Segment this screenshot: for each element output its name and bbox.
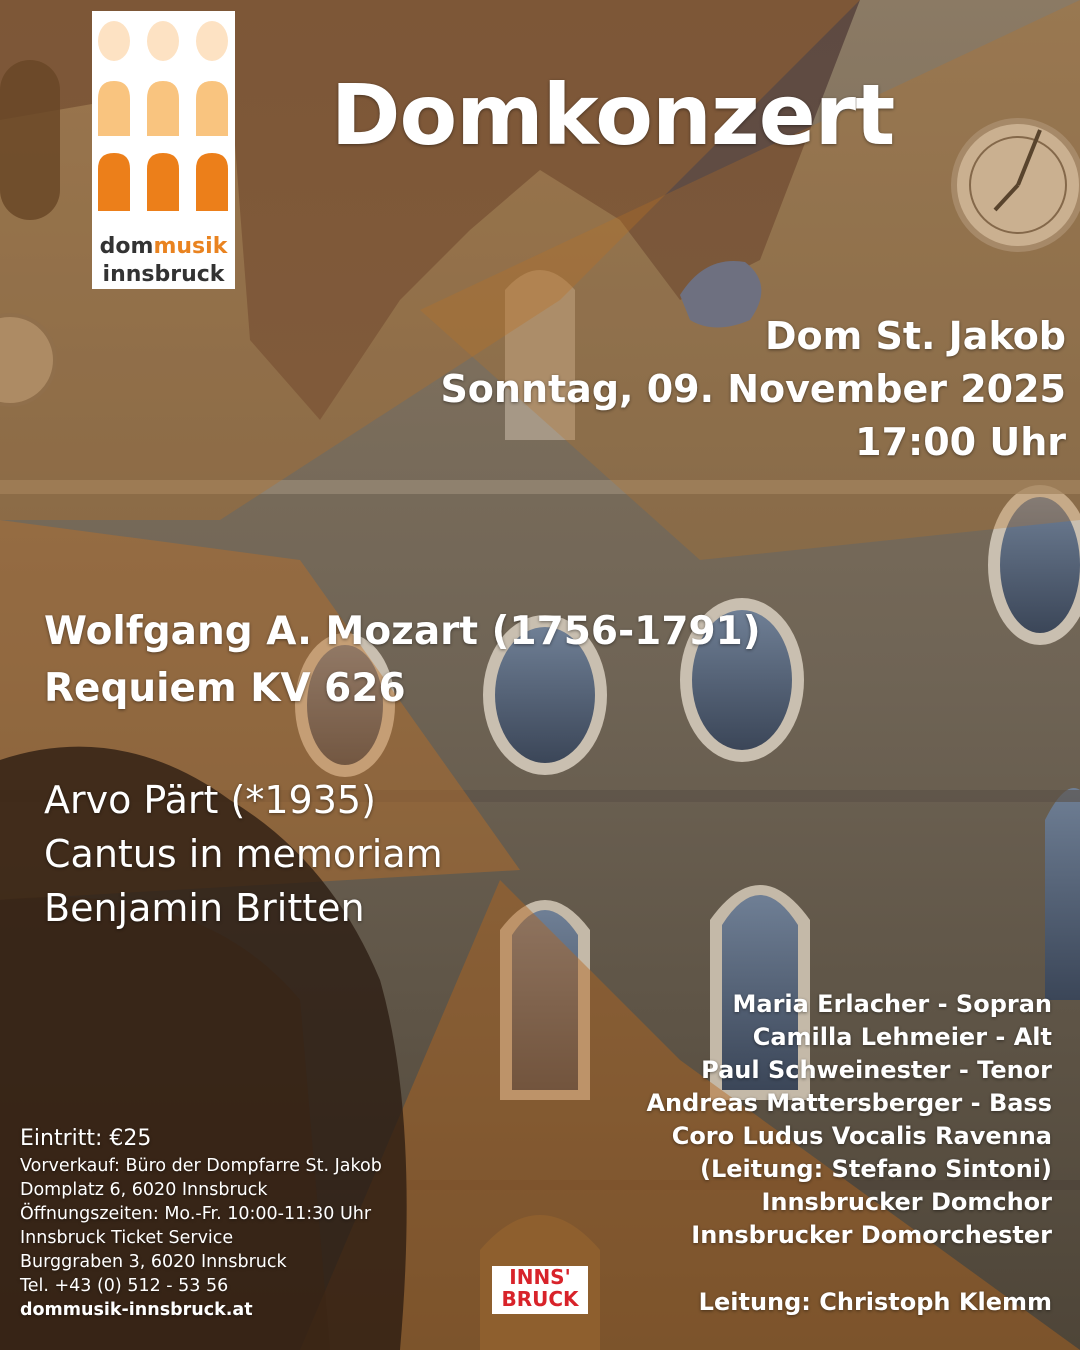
event-details: [440, 310, 1066, 469]
phone-number: Tel. +43 (0) 512 - 53 56: [20, 1276, 229, 1296]
composer-paert: Arvo Pärt (*1935): [44, 778, 376, 822]
ticket-info: [20, 1124, 382, 1322]
innsbruck-city-logo: [492, 1266, 588, 1314]
venue: Dom St. Jakob: [764, 314, 1066, 358]
performer-domorchester: Innsbrucker Domorchester: [691, 1221, 1052, 1249]
performer-choir-leader: (Leitung: Stefano Sintoni): [700, 1155, 1052, 1183]
logo-wordmark: [92, 233, 235, 289]
performers-list: [646, 988, 1052, 1319]
ticket-service-address: Burggraben 3, 6020 Innsbruck: [20, 1252, 287, 1272]
program-paert: [44, 773, 443, 935]
logo-word-dom: dom: [99, 234, 154, 259]
conductor: Leitung: Christoph Klemm: [698, 1288, 1052, 1316]
composer-mozart: Wolfgang A. Mozart (1756-1791): [44, 609, 761, 654]
work-cantus-line1: Cantus in memoriam: [44, 832, 443, 876]
presale-location: Vorverkauf: Büro der Dompfarre St. Jakob: [20, 1156, 382, 1176]
performer-choir-ravenna: Coro Ludus Vocalis Ravenna: [671, 1122, 1052, 1150]
city-logo-line2: BRUCK: [501, 1287, 579, 1311]
event-date: Sonntag, 09. November 2025: [440, 367, 1066, 411]
event-time: 17:00 Uhr: [855, 420, 1066, 464]
work-requiem: Requiem KV 626: [44, 666, 406, 711]
performer-tenor: Paul Schweinester - Tenor: [701, 1056, 1052, 1084]
performer-bass: Andreas Mattersberger - Bass: [646, 1089, 1052, 1117]
work-cantus-line2: Benjamin Britten: [44, 886, 365, 930]
performer-soprano: Maria Erlacher - Sopran: [732, 990, 1052, 1018]
admission-price: Eintritt: €25: [20, 1126, 152, 1151]
program-mozart: [44, 603, 761, 717]
website-link[interactable]: dommusik-innsbruck.at: [20, 1300, 253, 1320]
city-logo-line1: INNS': [509, 1265, 571, 1289]
spacer: [646, 1252, 1052, 1286]
performer-alto: Camilla Lehmeier - Alt: [752, 1023, 1052, 1051]
ticket-service: Innsbruck Ticket Service: [20, 1228, 234, 1248]
poster-title: Domkonzert: [330, 66, 895, 164]
presale-address: Domplatz 6, 6020 Innsbruck: [20, 1180, 268, 1200]
logo-word-musik: musik: [153, 234, 228, 259]
opening-hours: Öffnungszeiten: Mo.-Fr. 10:00-11:30 Uhr: [20, 1204, 372, 1224]
performer-domchor: Innsbrucker Domchor: [761, 1188, 1052, 1216]
logo-word-innsbruck: innsbruck: [102, 262, 225, 287]
